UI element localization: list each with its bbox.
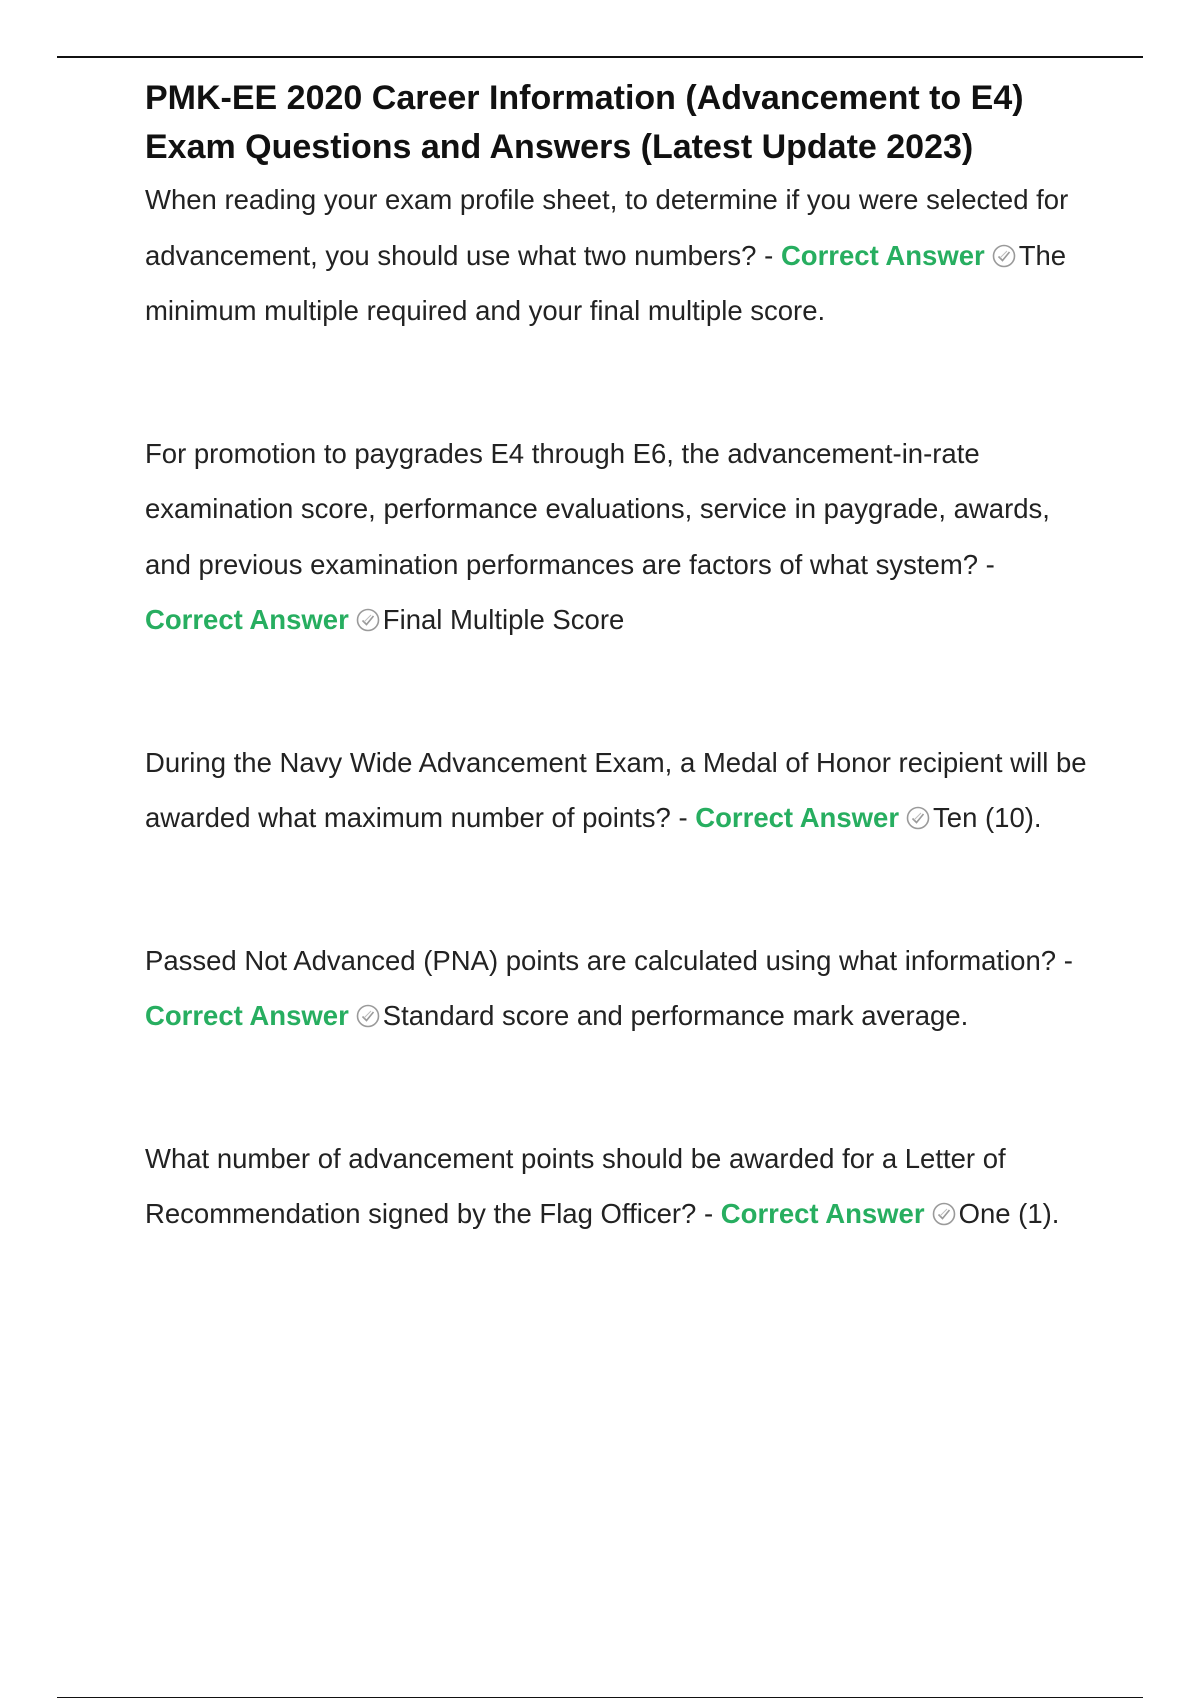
correct-answer-label: Correct Answer bbox=[780, 239, 985, 271]
correct-answer-label: Correct Answer bbox=[145, 604, 349, 635]
qa-item-5 bbox=[145, 1131, 1090, 1242]
question-text: During the Navy Wide Advancement Exam, a Medal of Honor recipient will be awarded what maximum number of points? bbox=[145, 746, 1087, 833]
checkmark-circle-icon bbox=[905, 805, 931, 831]
separator: - bbox=[670, 802, 696, 833]
document-title bbox=[145, 74, 1090, 172]
correct-answer-label: Correct Answer bbox=[145, 1000, 349, 1031]
answer-text: Final Multiple Score bbox=[382, 604, 625, 635]
answer-text: Ten (10). bbox=[933, 802, 1042, 833]
separator: - bbox=[1056, 944, 1073, 976]
checkmark-circle-icon bbox=[355, 607, 381, 633]
separator: - bbox=[978, 548, 995, 580]
title-line-2: Exam Questions and Answers (Latest Update 2023) bbox=[145, 128, 974, 166]
title-line-1: PMK-EE 2020 Career Information (Advancement to E4) bbox=[145, 79, 1024, 117]
question-text: Passed Not Advanced (PNA) points are calculated using what information? bbox=[145, 944, 1057, 976]
question-text: For promotion to paygrades E4 through E6, the advancement-in-rate examination score, performance evaluations, service in paygrade, awards, and previous examination performances are factors of what system? bbox=[145, 437, 1050, 580]
qa-item-3 bbox=[145, 735, 1090, 846]
answer-text: Standard score and performance mark average. bbox=[382, 1000, 969, 1031]
qa-item-1 bbox=[145, 172, 1090, 339]
bottom-rule bbox=[57, 1697, 1143, 1698]
correct-answer-label: Correct Answer bbox=[695, 802, 900, 833]
checkmark-circle-icon bbox=[931, 1201, 957, 1227]
answer-text: The minimum multiple required and your final multiple score. bbox=[145, 239, 1067, 326]
top-rule bbox=[57, 56, 1143, 58]
checkmark-circle-icon bbox=[991, 243, 1017, 269]
qa-item-4 bbox=[145, 933, 1090, 1044]
document-body bbox=[145, 74, 1090, 1242]
qa-item-2 bbox=[145, 426, 1090, 648]
separator: - bbox=[756, 239, 781, 271]
correct-answer-label: Correct Answer bbox=[720, 1198, 925, 1229]
answer-text: One (1). bbox=[958, 1198, 1060, 1229]
question-text: When reading your exam profile sheet, to determine if you were selected for advancement, you should use what two numbers? bbox=[145, 184, 1069, 271]
question-text: What number of advancement points should be awarded for a Letter of Recommendation signed by the Flag Officer? bbox=[145, 1142, 1006, 1229]
checkmark-circle-icon bbox=[355, 1003, 381, 1029]
separator: - bbox=[696, 1198, 721, 1229]
